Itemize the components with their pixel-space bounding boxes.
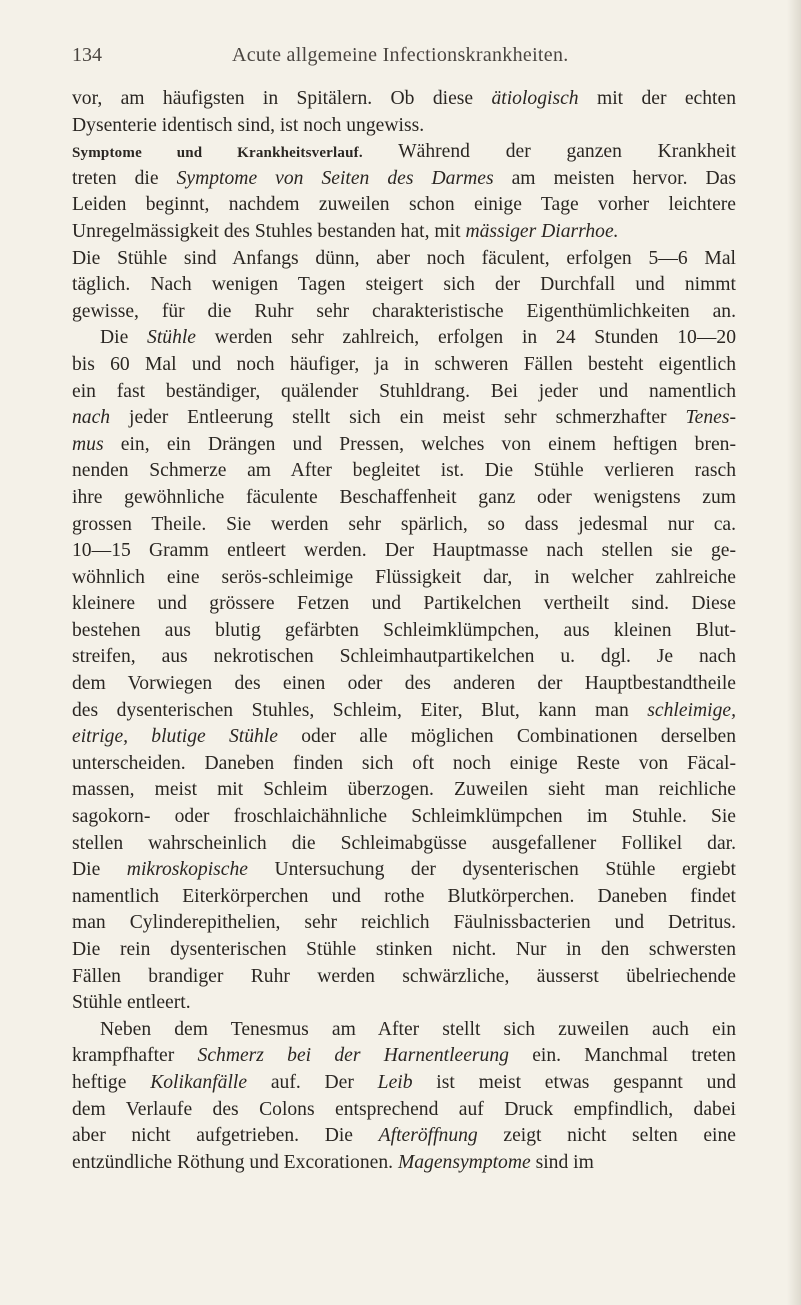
text-run: zeigt nicht selten eine: [477, 1125, 736, 1147]
text-line: [72, 458, 736, 485]
text-run: Die: [100, 327, 148, 349]
text-run: Während der ganzen Krankheit: [362, 141, 736, 163]
text-run: Die Stühle sind Anfangs dünn, aber noch fäculent, erfolgen 5—6 Mal: [72, 247, 736, 269]
text-run: man Cylinderepithelien, sehr reichlich Fäulnissbacterien und Detritus.: [72, 912, 736, 934]
text-line: [72, 272, 736, 299]
text-run: wöhnlich eine serös-schleimige Flüssigkeit dar, in welcher zahlreiche: [72, 566, 736, 588]
text-run: Untersuchung der dysenterischen Stühle ergiebt: [247, 859, 736, 881]
text-run: Neben dem Tenesmus am After stellt sich zuweilen auch ein: [100, 1018, 736, 1040]
emphasis-text: mässiger Diarrhoe.: [465, 220, 619, 242]
text-run: dem Vorwiegen des einen oder des anderen der Hauptbestandtheile: [72, 673, 736, 695]
text-line: [72, 485, 736, 512]
emphasis-text: mikroskopische: [126, 859, 248, 881]
emphasis-text: schleimige,: [647, 699, 736, 721]
body-text: [72, 86, 736, 1176]
text-run: grossen Theile. Sie werden sehr spärlich, so dass jedesmal nur ca.: [72, 513, 736, 535]
text-line: [72, 698, 736, 725]
text-line: [72, 644, 736, 671]
text-line: [72, 724, 736, 751]
text-line: [72, 139, 736, 166]
text-line: [72, 1123, 736, 1150]
text-line: [72, 964, 736, 991]
text-run: gewisse, für die Ruhr sehr charakteristische Eigenthümlichkeiten an.: [72, 300, 736, 322]
text-run: sind im: [530, 1151, 594, 1173]
text-run: ist meist etwas gespannt und: [412, 1071, 736, 1093]
text-line: [72, 1017, 736, 1044]
text-line: [72, 804, 736, 831]
text-run: am meisten hervor. Das: [493, 167, 736, 189]
page-edge-shadow: [787, 0, 801, 1305]
text-run: dem Verlaufe des Colons entsprechend auf Druck empfindlich, dabei: [72, 1098, 736, 1120]
text-line: [72, 1043, 736, 1070]
text-run: heftige: [72, 1071, 151, 1093]
emphasis-text: eitrige, blutige Stühle: [72, 726, 278, 748]
text-run: massen, meist mit Schleim überzogen. Zuweilen sieht man reichliche: [72, 779, 736, 801]
emphasis-text: Schmerz bei der Harnentleerung: [197, 1045, 509, 1067]
text-run: Dysenterie identisch sind, ist noch ungewiss.: [72, 114, 425, 136]
emphasis-text: mus: [72, 433, 104, 455]
text-run: auf. Der: [247, 1071, 378, 1093]
emphasis-text: Kolikanfälle: [150, 1071, 248, 1093]
text-run: ein fast beständiger, quälender Stuhldrang. Bei jeder und namentlich: [72, 380, 736, 402]
text-run: täglich. Nach wenigen Tagen steigert sich der Durchfall und nimmt: [72, 274, 736, 296]
emphasis-text: ätiologisch: [491, 88, 579, 109]
text-line: [72, 432, 736, 459]
text-run: entzündliche Röthung und Excorationen.: [72, 1151, 398, 1173]
text-line: [72, 86, 736, 113]
text-run: kleinere und grössere Fetzen und Partikelchen vertheilt sind. Diese: [72, 593, 736, 615]
text-run: mit der echten: [578, 88, 736, 109]
text-run: namentlich Eiterkörperchen und rothe Blutkörperchen. Daneben findet: [72, 885, 736, 907]
text-run: werden sehr zahlreich, erfolgen in 24 Stunden 10—20: [196, 327, 736, 349]
text-line: [72, 1150, 736, 1177]
text-run: Stühle entleert.: [72, 992, 191, 1014]
text-run: unterscheiden. Daneben finden sich oft noch einige Reste von Fäcal-: [72, 752, 736, 774]
text-run: Die: [72, 859, 127, 881]
text-run: jeder Entleerung stellt sich ein meist sehr schmerzhafter: [110, 407, 686, 429]
text-line: [72, 166, 736, 193]
text-line: [72, 352, 736, 379]
text-line: [72, 405, 736, 432]
text-run: Die rein dysenterischen Stühle stinken nicht. Nur in den schwersten: [72, 939, 736, 960]
text-run: oder alle möglichen Combinationen derselben: [277, 726, 736, 748]
text-run: bis 60 Mal und noch häufiger, ja in schweren Fällen besteht eigentlich: [72, 353, 736, 375]
text-line: [72, 618, 736, 645]
text-run: bestehen aus blutig gefärbten Schleimklümpchen, aus kleinen Blut-: [72, 619, 736, 641]
text-run: Fällen brandiger Ruhr werden schwärzliche, äusserst übelriechende: [72, 965, 736, 987]
running-head: [72, 44, 732, 70]
text-run: ihre gewöhnliche fäculente Beschaffenheit ganz oder wenigstens zum: [72, 486, 736, 508]
emphasis-text: Tenes-: [685, 407, 736, 429]
text-line: [72, 299, 736, 326]
text-run: stellen wahrscheinlich die Schleimabgüsse ausgefallener Follikel dar.: [72, 832, 736, 854]
text-line: [72, 325, 736, 352]
text-line: [72, 192, 736, 219]
text-run: treten die: [72, 167, 177, 189]
emphasis-text: Stühle: [147, 327, 197, 349]
text-run: sagokorn- oder froschlaichähnliche Schleimklümpchen im Stuhle. Sie: [72, 806, 736, 828]
text-run: 10—15 Gramm entleert werden. Der Hauptmasse nach stellen sie ge-: [72, 540, 736, 562]
text-run: ein, ein Drängen und Pressen, welches von einem heftigen bren-: [103, 433, 736, 455]
text-line: [72, 538, 736, 565]
text-run: des dysenterischen Stuhles, Schleim, Eiter, Blut, kann man: [72, 699, 648, 721]
text-line: [72, 777, 736, 804]
text-run: aber nicht aufgetrieben. Die: [72, 1125, 379, 1147]
text-line: [72, 379, 736, 406]
text-line: [72, 990, 736, 1017]
text-line: [72, 591, 736, 618]
text-line: [72, 512, 736, 539]
running-title: Acute allgemeine Infectionskrankheiten.: [232, 44, 569, 66]
text-line: [72, 1070, 736, 1097]
page-number: 134: [72, 44, 102, 66]
text-run: vor, am häufigsten in Spitälern. Ob diese: [72, 88, 492, 109]
text-line: [72, 910, 736, 937]
emphasis-text: Leib: [377, 1071, 413, 1093]
text-run: streifen, aus nekrotischen Schleimhautpartikelchen u. dgl. Je nach: [72, 646, 736, 668]
text-line: [72, 751, 736, 778]
text-run: nenden Schmerze am After begleitet ist. Die Stühle verlieren rasch: [72, 460, 736, 482]
text-line: [72, 671, 736, 698]
text-line: [72, 884, 736, 911]
text-line: [72, 857, 736, 884]
emphasis-text: nach: [72, 407, 111, 429]
text-line: [72, 937, 736, 964]
text-run: Leiden beginnt, nachdem zuweilen schon einige Tage vorher leichtere: [72, 194, 736, 216]
text-line: [72, 831, 736, 858]
text-line: [72, 246, 736, 273]
text-run: krampfhafter: [72, 1045, 198, 1067]
text-run: ein. Manchmal treten: [508, 1045, 736, 1067]
section-heading: Symptome und Krankheitsverlauf.: [72, 145, 363, 162]
text-line: [72, 1097, 736, 1124]
emphasis-text: Afteröffnung: [378, 1125, 478, 1147]
emphasis-text: Symptome von Seiten des Darmes: [176, 167, 494, 189]
text-run: Unregelmässigkeit des Stuhles bestanden hat, mit: [72, 220, 466, 242]
emphasis-text: Magensymptome: [397, 1151, 531, 1173]
text-line: [72, 565, 736, 592]
text-line: [72, 219, 736, 246]
text-line: [72, 113, 736, 140]
